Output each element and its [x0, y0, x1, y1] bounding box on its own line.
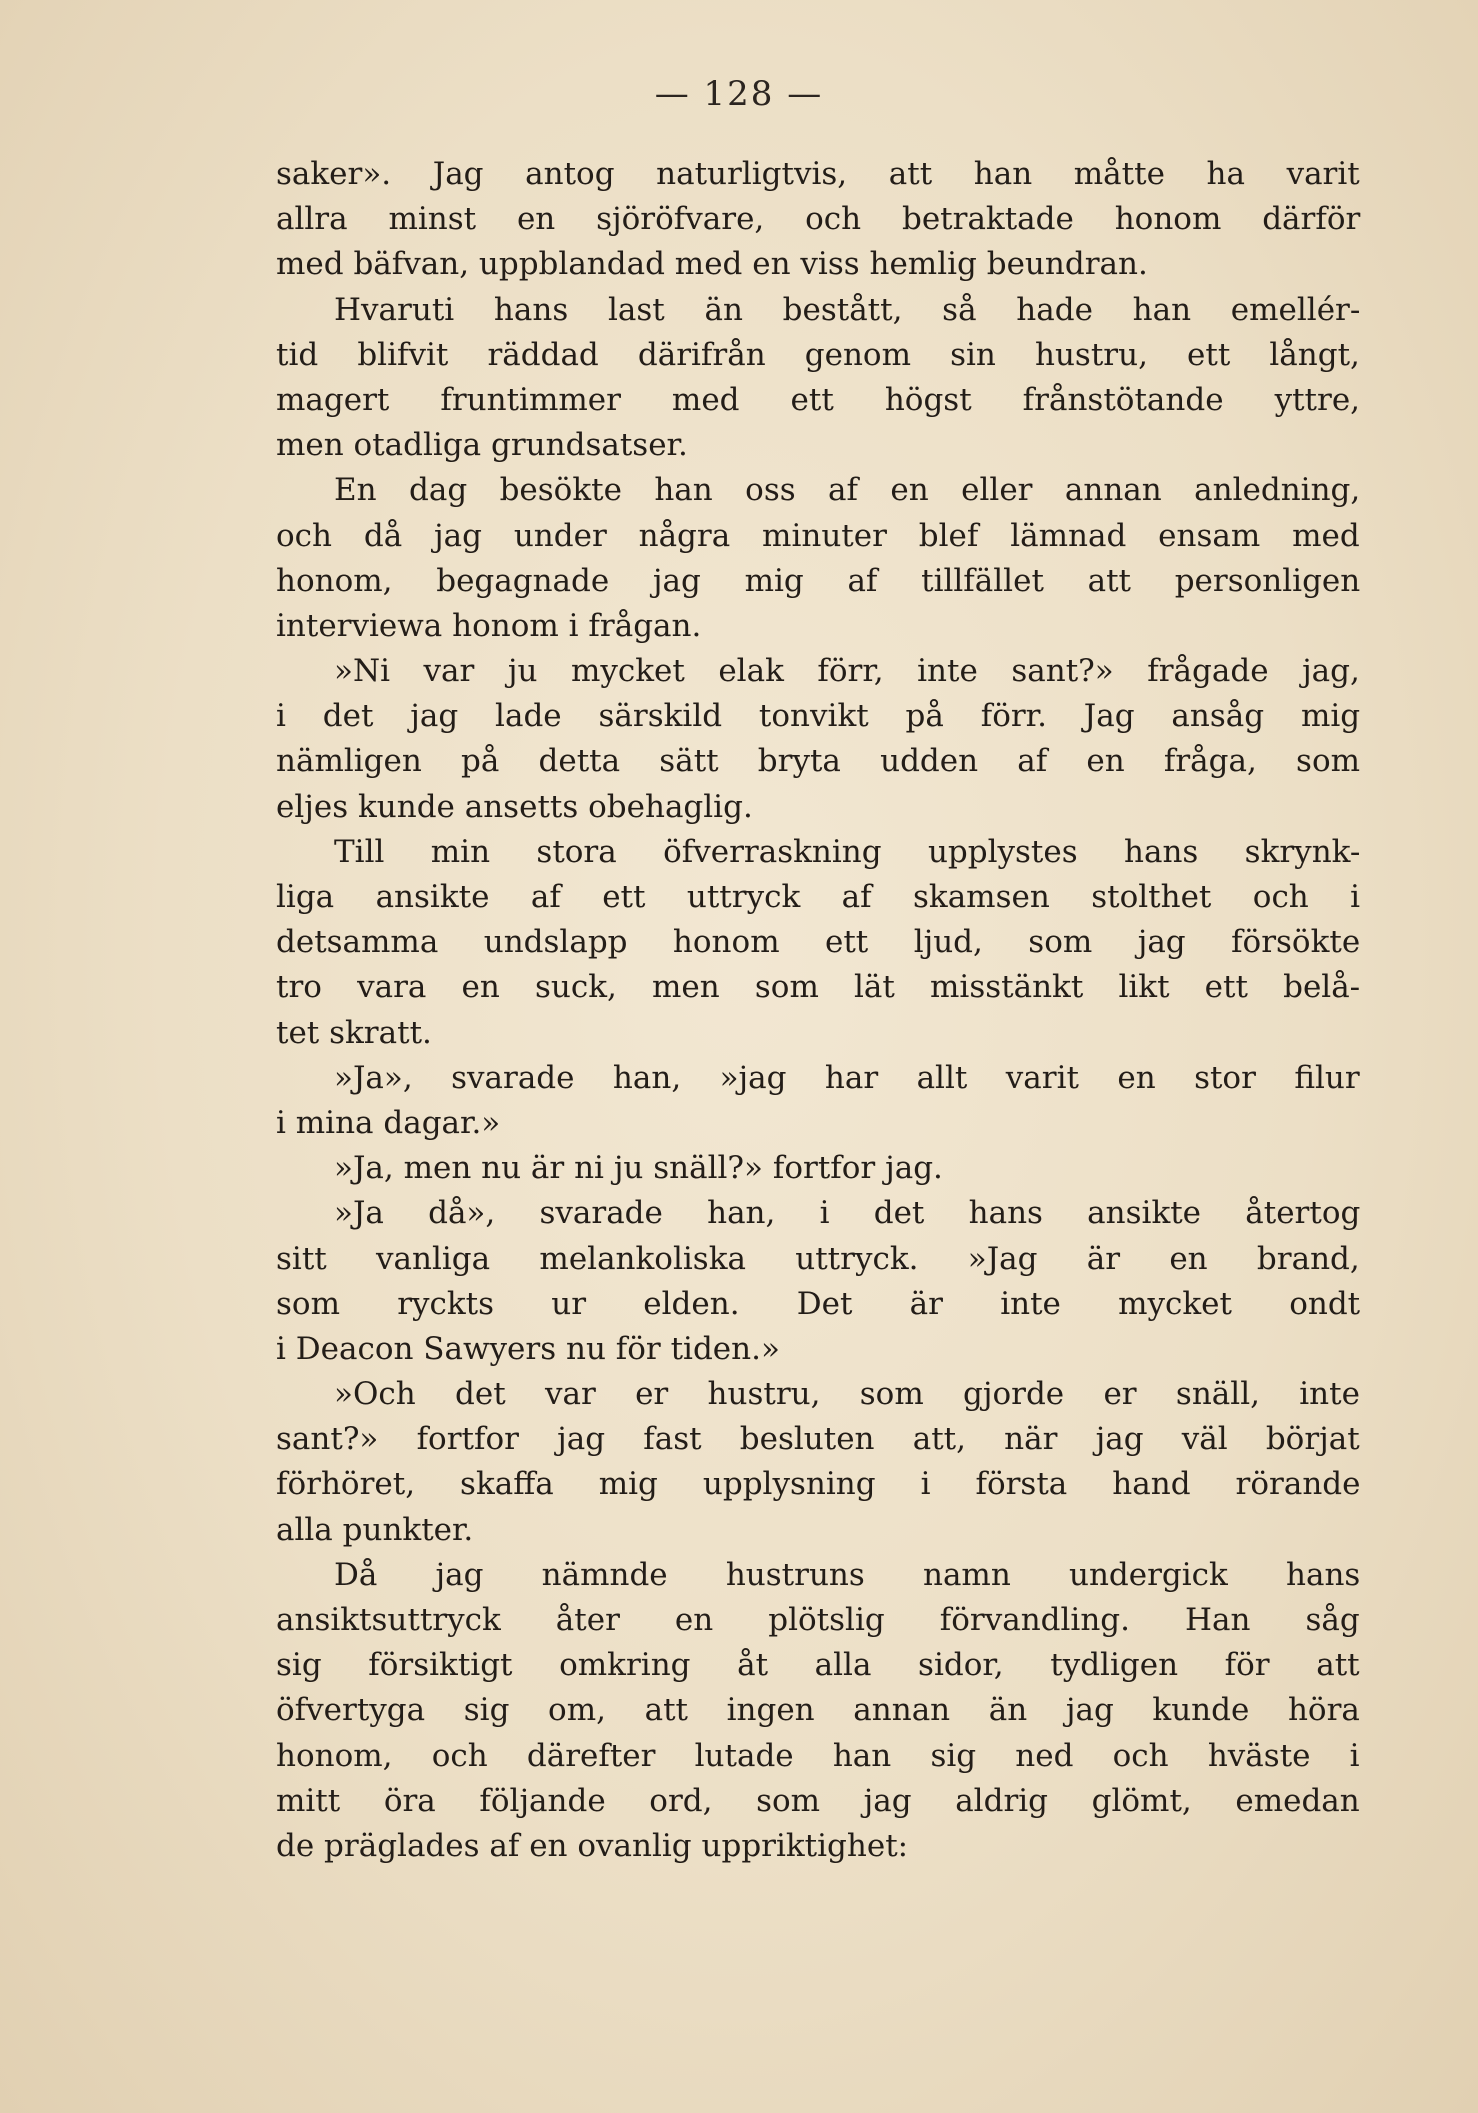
- text-line: allra minst en sjöröfvare, och betraktade honom därför: [276, 201, 1361, 238]
- body-text: [276, 152, 1360, 1869]
- text-line: Då jag nämnde hustruns namn undergick hans: [334, 1556, 1361, 1593]
- text-line: och då jag under några minuter blef lämnad ensam med: [276, 517, 1360, 554]
- text-line: alla punkter.: [276, 1511, 474, 1548]
- text-line: eljes kunde ansetts obehaglig.: [276, 788, 753, 825]
- text-line: tro vara en suck, men som lät misstänkt likt ett belå-: [276, 969, 1361, 1006]
- text-line: Till min stora öfverraskning upplystes hans skrynk-: [334, 833, 1361, 870]
- text-line: sitt vanliga melankoliska uttryck. »Jag är en brand,: [276, 1240, 1360, 1277]
- text-line: magert fruntimmer med ett högst frånstötande yttre,: [276, 381, 1361, 418]
- text-line: ansiktsuttryck åter en plötslig förvandling. Han såg: [276, 1602, 1360, 1638]
- text-line: »Ja då», svarade han, i det hans ansikte återtog: [334, 1195, 1361, 1232]
- text-line: som ryckts ur elden. Det är inte mycket ondt: [276, 1285, 1361, 1322]
- text-line: saker». Jag antog naturligtvis, att han måtte ha varit: [276, 156, 1360, 192]
- text-line: förhöret, skaffa mig upplysning i första hand rörande: [276, 1466, 1361, 1503]
- text-line: i mina dagar.»: [276, 1104, 501, 1141]
- text-line: sant?» fortfor jag fast besluten att, när jag väl börjat: [276, 1421, 1360, 1458]
- text-line: »Ja», svarade han, »jag har allt varit en stor filur: [334, 1059, 1360, 1096]
- text-line: »Och det var er hustru, som gjorde er snäll, inte: [334, 1376, 1360, 1413]
- text-line: nämligen på detta sätt bryta udden af en fråga, som: [276, 743, 1361, 780]
- text-line: i Deacon Sawyers nu för tiden.»: [276, 1330, 780, 1367]
- text-line: med bäfvan, uppblandad med en viss hemlig beundran.: [276, 246, 1148, 283]
- text-line: mitt öra följande ord, som jag aldrig glömt, emedan: [276, 1782, 1360, 1819]
- text-line: i det jag lade särskild tonvikt på förr. Jag ansåg mig: [276, 698, 1361, 735]
- text-line: Hvaruti hans last än bestått, så hade han emellér-: [334, 291, 1361, 328]
- text-line: öfvertyga sig om, att ingen annan än jag kunde höra: [276, 1692, 1360, 1729]
- text-line: »Ni var ju mycket elak förr, inte sant?» frågade jag,: [334, 653, 1360, 690]
- text-line: honom, begagnade jag mig af tillfället att personligen: [276, 562, 1361, 599]
- text-line: »Ja, men nu är ni ju snäll?» fortfor jag.: [334, 1150, 943, 1187]
- text-line: men otadliga grundsatser.: [276, 427, 688, 464]
- text-line: interviewa honom i frågan.: [276, 607, 702, 644]
- text-line: liga ansikte af ett uttryck af skamsen stolthet och i: [276, 879, 1361, 915]
- text-line: sig försiktigt omkring åt alla sidor, tydligen för att: [276, 1647, 1360, 1684]
- text-line: En dag besökte han oss af en eller annan anledning,: [334, 472, 1361, 509]
- text-line: de präglades af en ovanlig uppriktighet:: [276, 1827, 909, 1864]
- page-number: — 128 —: [654, 74, 824, 114]
- text-line: tet skratt.: [276, 1014, 432, 1051]
- text-line: honom, och därefter lutade han sig ned och hväste i: [276, 1737, 1360, 1774]
- text-line: tid blifvit räddad därifrån genom sin hustru, ett långt,: [276, 336, 1360, 373]
- text-line: detsamma undslapp honom ett ljud, som jag försökte: [276, 924, 1361, 961]
